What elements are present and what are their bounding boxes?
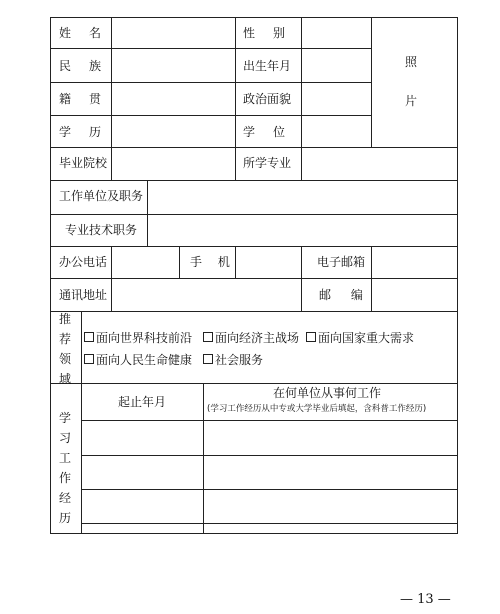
option-social-service[interactable] (203, 354, 263, 366)
professional-title-label: 专业技术职务 (65, 223, 138, 237)
name-label: 姓名 (59, 26, 120, 40)
option-label: 面向国家重大需求 (318, 331, 415, 345)
unit-column-header: 在何单位从事何工作 (273, 386, 382, 400)
photo-char-2: 片 (405, 94, 418, 108)
option-people-health[interactable] (84, 354, 192, 366)
checkbox-icon[interactable] (203, 354, 213, 364)
option-national-needs[interactable] (306, 332, 414, 344)
degree-label: 学位 (243, 125, 304, 139)
option-label: 面向人民生命健康 (96, 353, 193, 367)
address-label: 通讯地址 (59, 288, 108, 302)
office-phone-label: 办公电话 (59, 255, 108, 269)
ethnicity-label: 民族 (59, 59, 120, 73)
checkbox-icon[interactable] (306, 332, 316, 342)
unit-column-note: (学习工作经历从中专或大学毕业后填起，含科普工作经历) (207, 404, 427, 414)
option-label: 面向经济主战场 (215, 331, 300, 345)
mobile-label: 手 机 (190, 255, 236, 269)
major-label: 所学专业 (243, 156, 292, 170)
option-world-sci-frontier[interactable] (84, 332, 192, 344)
education-label: 学历 (59, 125, 120, 139)
graduate-school-label: 毕业院校 (59, 156, 108, 170)
option-label: 社会服务 (215, 353, 264, 367)
postcode-label: 邮 编 (319, 288, 371, 302)
period-column-header: 起止年月 (118, 395, 167, 409)
checkbox-icon[interactable] (84, 354, 94, 364)
employer-position-label: 工作单位及职务 (59, 189, 144, 203)
experience-label: 学习工作经历 (58, 411, 71, 525)
photo-char-1: 照 (405, 55, 418, 69)
option-label: 面向世界科技前沿 (96, 331, 193, 345)
checkbox-icon[interactable] (84, 332, 94, 342)
option-economic-battlefield[interactable] (203, 332, 299, 344)
checkbox-icon[interactable] (203, 332, 213, 342)
political-status-label: 政治面貌 (243, 92, 292, 106)
page-number: — 13 — (400, 592, 451, 607)
gender-label: 性别 (243, 26, 304, 40)
email-label: 电子邮箱 (317, 255, 366, 269)
recommend-field-label: 推荐领域 (58, 312, 71, 386)
native-place-label: 籍贯 (59, 92, 120, 106)
birth-date-label: 出生年月 (243, 59, 292, 73)
